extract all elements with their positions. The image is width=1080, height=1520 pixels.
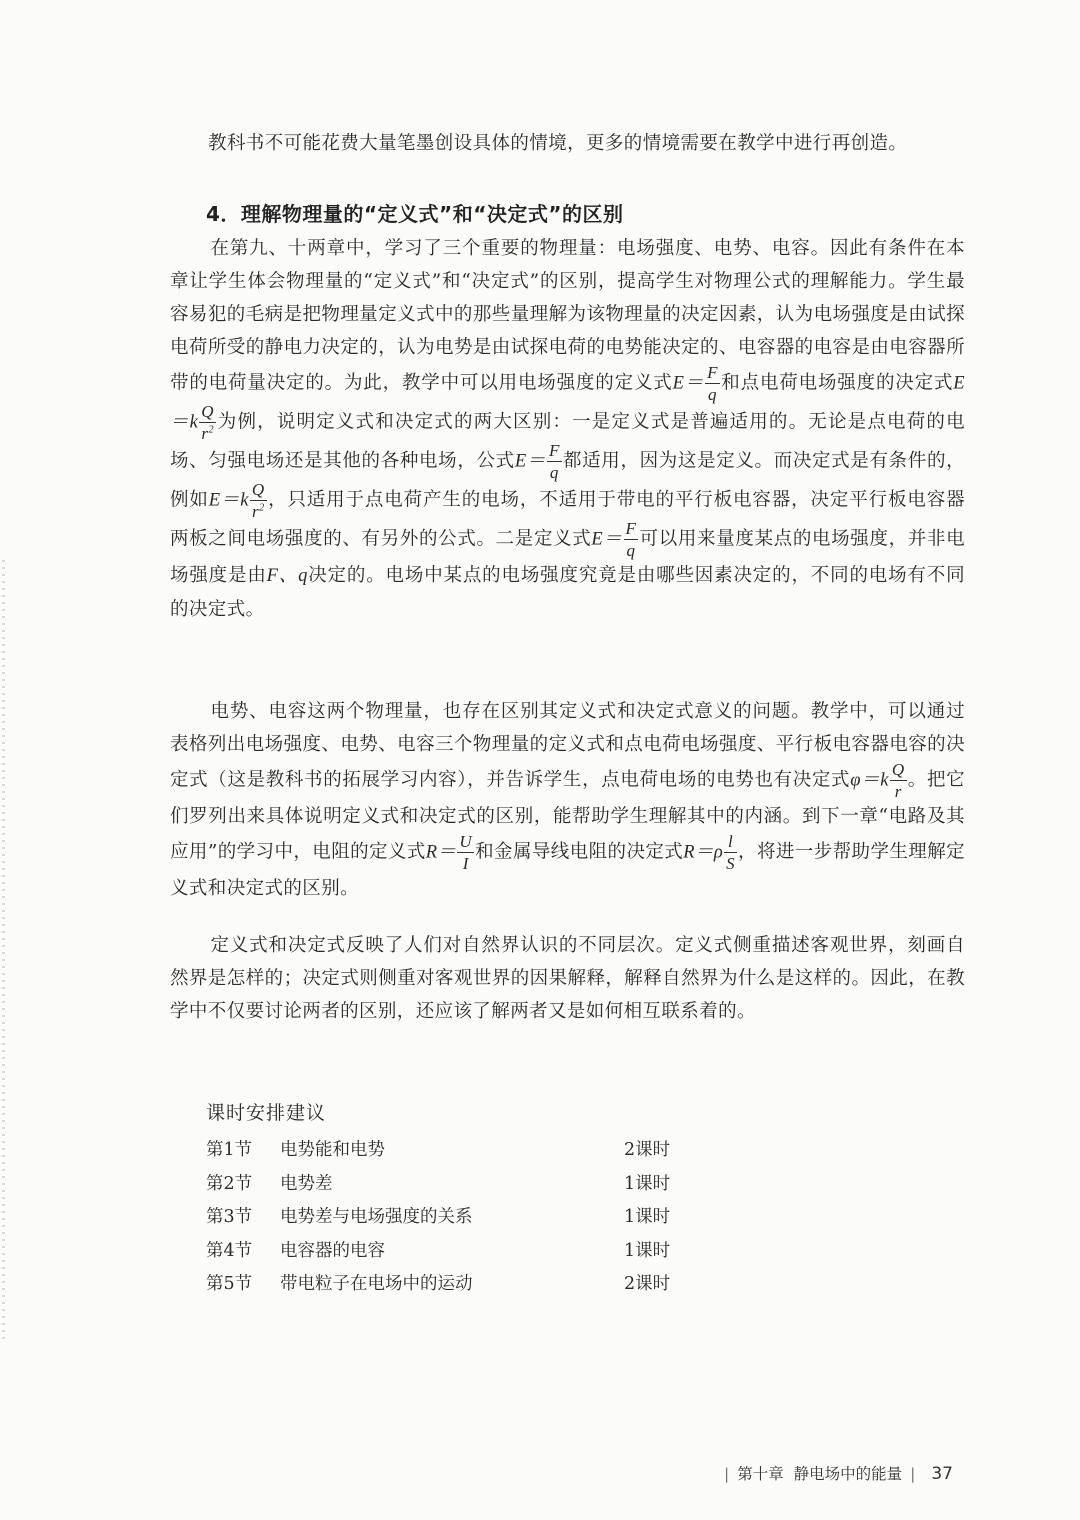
p2-text-3: 和金属导线电阻的决定式 [475,841,684,863]
p1-text-6: 可以用来量度某点的电场强度，并非电场强度是由 [170,528,965,586]
formula-r-def-lhs: R＝ [425,842,457,863]
schedule-hours: 1课时 [624,1240,671,1261]
schedule-title: 课时安排建议 [206,1102,327,1124]
schedule-hours: 1课时 [624,1207,671,1227]
schedule-section: 第4节 [206,1240,253,1261]
p1-text-3: 为例，说明定义式和决定式的两大区别：一是定义式是普遍适用的。无论是点电荷的电场、匀强电场还是其他的各种电场，公式 [170,411,965,472]
fraction-l-over-s: $\frac{l}{S}$ [726,832,736,873]
formula-e-def-lhs: E＝ [672,373,705,394]
formula-e-point-lhs: E＝k [170,373,965,433]
symbols-f-q: F、q [266,566,308,586]
schedule-name: 带电粒子在电场中的运动 [280,1274,473,1294]
p1-text-5: ，只适用于点电荷产生的电场，不适用于带电的平行板电容器，决定平行板电容器两板之间电场强度的、有另外的公式。二是定义式 [170,489,965,550]
fraction-q-over-r2: $\frac{Q}{r^2}$ [201,402,214,443]
fraction-q-over-r2-2: $\frac{Q}{r^2}$ [251,480,265,521]
formula-phi-lhs: φ＝k [850,770,889,791]
schedule-name: 电势能和电势 [280,1140,385,1160]
formula-e-def-lhs-2: E＝ [514,451,546,472]
formula-e-def-lhs-3: E＝ [591,529,623,550]
schedule-section: 第5节 [206,1274,253,1294]
lesson-schedule [206,1098,726,1302]
schedule-name: 电势差与电场强度的关系 [280,1207,473,1227]
schedule-row [206,1268,726,1302]
formula-e-point-lhs-2: E＝k [208,490,249,511]
fraction-u-over-i: $\frac{U}{I}$ [459,832,473,873]
footer-chapter: 第十章 [737,1465,784,1483]
binding-margin-dots [2,560,5,1340]
schedule-hours: 1课时 [624,1173,671,1194]
p2-text-2: 。把它们罗列出来具体说明定义式和决定式的区别，能帮助学生理解其中的内涵。到下一章“电路及其应用”的学习中，电阻的定义式 [170,769,966,863]
schedule-name: 电势差 [280,1173,333,1194]
schedule-row [206,1201,726,1235]
footer-chapter-title: 静电场中的能量 [793,1465,903,1483]
page-footer [716,1462,953,1484]
schedule-row [206,1134,726,1168]
section-heading: 4．理解物理量的“定义式”和“决定式”的区别 [206,202,624,226]
p2-text-4: ，将进一步帮助学生理解定义式和决定式的区别。 [170,841,966,899]
schedule-row [206,1168,726,1202]
schedule-row [206,1235,726,1269]
footer-divider: | [910,1465,916,1483]
fraction-f-over-q: $\frac{F}{q}$ [707,363,718,404]
schedule-section: 第1节 [206,1140,253,1160]
schedule-section: 第3节 [206,1207,253,1227]
p1-text-2: 和点电荷电场强度的决定式 [720,372,954,394]
intro-sentence: 教科书不可能花费大量笔墨创设具体的情境，更多的情境需要在教学中进行再创造。 [208,133,908,154]
fraction-f-over-q-3: $\frac{F}{q}$ [625,519,637,560]
p3-text: 定义式和决定式反映了人们对自然界认识的不同层次。定义式侧重描述客观世界，刻画自然界是怎样的；决定式则侧重对客观世界的因果解释，解释自然界为什么是这样的。因此，在教学中不仅要讨论两者的区别，还应该了解两者又是如何相互联系着的。 [170,935,965,1022]
fraction-f-over-q-2: $\frac{F}{q}$ [548,441,560,482]
formula-r-wire-lhs: R＝ρ [683,842,724,863]
footer-divider: | [724,1465,730,1483]
p2-text-1: 电势、电容这两个物理量，也存在区别其定义式和决定式意义的问题。教学中，可以通过表格列出电场强度、电势、电容三个物理量的定义式和点电荷电场强度、平行板电容器电容的决定式（这是教科书的拓展学习内容），并告诉学生，点电荷电场的电势也有决定式 [170,701,965,791]
fraction-q-over-r: $\frac{Q}{r}$ [891,760,905,801]
schedule-name: 电容器的电容 [280,1240,385,1261]
p1-text-1: 在第九、十两章中，学习了三个重要的物理量：电场强度、电势、电容。因此有条件在本章让学生体会物理量的“定义式”和“决定式”的区别，提高学生对物理公式的理解能力。学生最容易犯的毛病是把物理量定义式中的那些量理解为该物理量的决定因素，认为电场强度是由试探电荷所受的静电力决定的，认为电势是由试探电荷的电势能决定的、电容器的电容是由电容器所带的电荷量决定的。为此，教学中可以用电场强度的定义式 [170,238,965,394]
paragraph-3 [170,929,965,1028]
paragraph-2 [170,695,965,905]
schedule-section: 第2节 [206,1173,253,1194]
paragraph-1 [170,232,965,626]
p1-text-4: 都适用，因为这是定义。而决定式是有条件的，例如 [170,450,966,511]
page-number: 37 [931,1464,953,1484]
schedule-hours: 2课时 [624,1274,671,1294]
p1-text-7: 决定的。电场中某点的电场强度究竟是由哪些因素决定的，不同的电场有不同的决定式。 [170,565,965,620]
schedule-hours: 2课时 [624,1140,671,1160]
